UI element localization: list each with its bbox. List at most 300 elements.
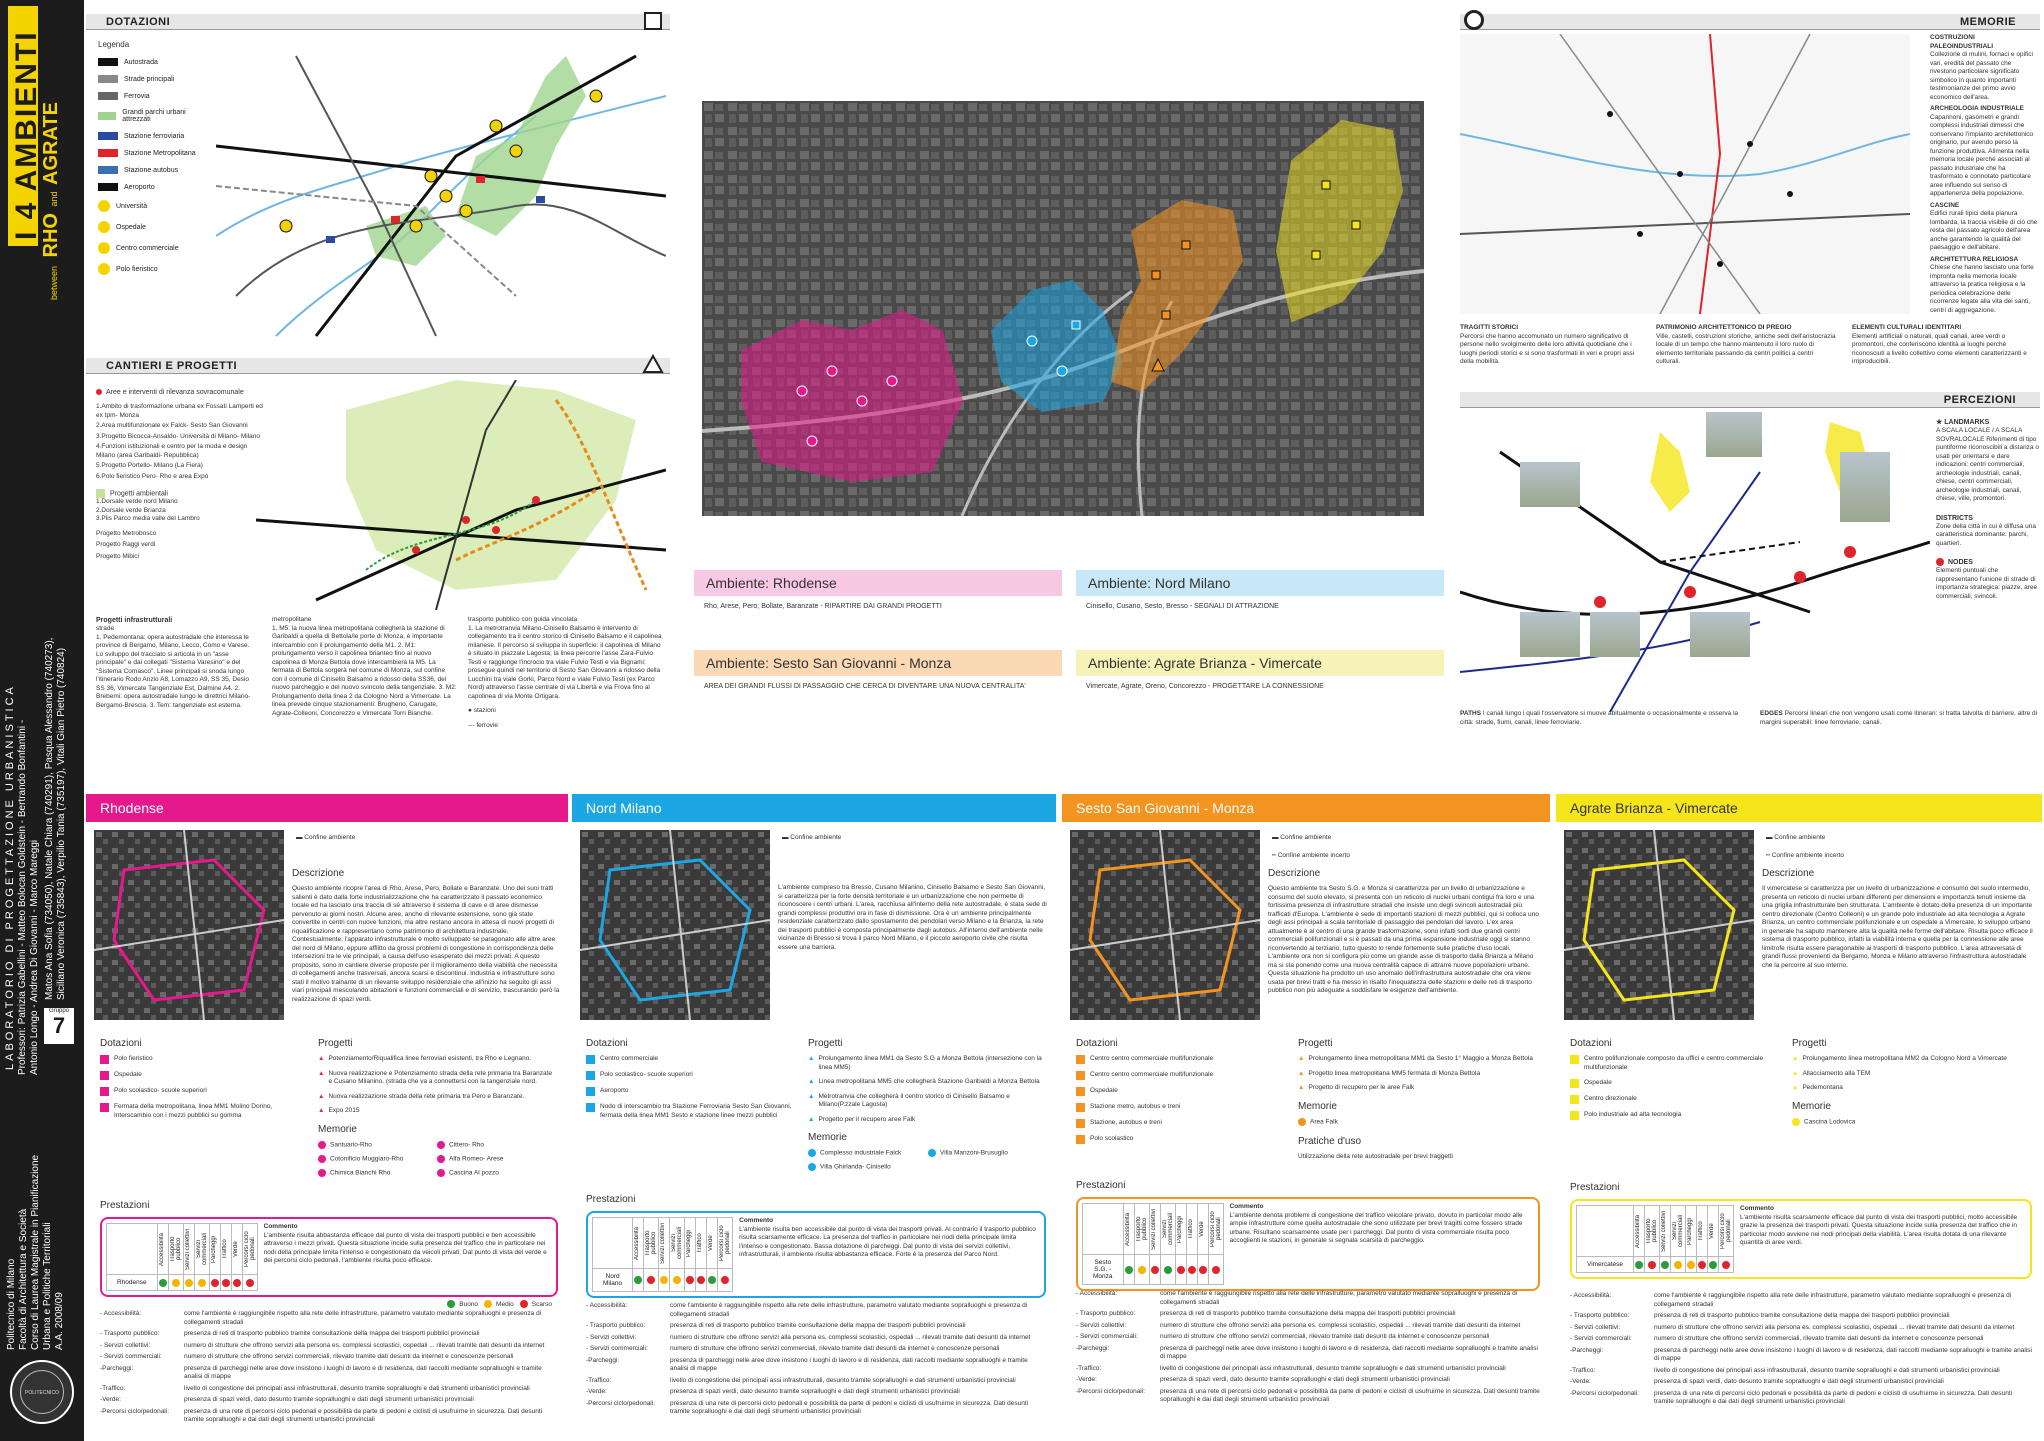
legend-ferrovie: --- ferrovie bbox=[468, 721, 498, 729]
progetto-icon: ▲ bbox=[1792, 1055, 1799, 1062]
panel-progetti-item bbox=[1298, 1084, 1542, 1093]
dotazione-label: Centro centro commerciale multifunzionale bbox=[1090, 1055, 1214, 1062]
dotazioni-section bbox=[86, 14, 670, 350]
legend-item bbox=[98, 263, 208, 275]
dotazioni-title: DOTAZIONI bbox=[86, 14, 670, 30]
progetto-icon: ▲ bbox=[808, 1055, 815, 1062]
memorie-item-title: ARCHITETTURA RELIGIOSA bbox=[1930, 255, 2019, 263]
memorie-bottom-title: PATRIMONIO ARCHITETTONICO DI PREGIO bbox=[1656, 324, 1792, 331]
ambiente-rhodense bbox=[694, 570, 1062, 617]
dotazione-label: Ospedale bbox=[1090, 1087, 1118, 1094]
panel-confine: ▬ Confine ambiente bbox=[1766, 834, 1826, 841]
panel-progetti-item bbox=[1792, 1055, 2034, 1064]
paths-edges bbox=[1460, 710, 2040, 727]
memoria-label: Chimica Bianchi Rho bbox=[330, 1169, 391, 1177]
metro-text: 1. M5: la nuova linea metropolitana collegherà la stazione di Garibaldi a quella di Bettola/le porte di Monza, è importante intercambio con il prolungamento della M1. 2. M1: prolungamento verso il capolinea brianteo fino al nuovo capolinea di Monza Bettola dove intercambierà la M5. La fermata di Bettola sorgerà nel comune di Monza, sul confine con il comune di Cinisello Balsamo a ridosso della SS36, del nuovo parcheggio e del nuovo svincolo della tangenziale. 3. M2: Prolungamento della linea 2 da Cologno Nord a Vimercate. La linea prevede cinque stazionamenti: Brugherio, Carugate, Agrate-Colleoni, Concorezzo e Vimercate Torri Bianche. bbox=[272, 624, 457, 717]
dotazione-label: Fermata della metropolitana, linea MM1 Molino Dorino, Interscambio con i mezzi pubblici su gomma bbox=[114, 1103, 273, 1119]
panel-3 bbox=[1556, 794, 2042, 1439]
note-row bbox=[100, 1342, 558, 1351]
legend-symbol bbox=[98, 263, 110, 275]
dotazioni-legend bbox=[98, 58, 208, 284]
students-2: Siciliano Veronica (735843), Verpilio Tania (735197), Vitali Gian Pietro (740824) bbox=[56, 647, 67, 1000]
legend-item bbox=[98, 109, 208, 123]
dotazione-label: Polo scolastico bbox=[1090, 1135, 1134, 1142]
panel-title: Rhodense bbox=[86, 794, 568, 822]
mobilita-list bbox=[96, 530, 266, 562]
note-value: livello di congestione dei principali assi infrastrutturali, desunto tramite sopralluoghi e dati strumenti urbanistici provinciali bbox=[184, 1384, 530, 1392]
rating-dot bbox=[1709, 1261, 1717, 1269]
note-value: numero di strutture che offrono servizi commerciali, rilevato tramite dati desunti da internet e conoscenze personali bbox=[1160, 1333, 1490, 1340]
prest-comment-head: Commento bbox=[1740, 1205, 1774, 1212]
legend-dot bbox=[484, 1300, 492, 1308]
memoria-label: Santuario-Rho bbox=[330, 1141, 372, 1149]
progetto-label: Prolungamento linea metropolitana MM2 da Cologno Nord a Vimercate bbox=[1802, 1055, 2007, 1062]
memorie-title: MEMORIE bbox=[1460, 14, 2040, 30]
panel-dotazioni-title: Dotazioni bbox=[586, 1038, 628, 1049]
rating-dot bbox=[1648, 1261, 1656, 1269]
legend-label: Stazione Metropolitana bbox=[124, 149, 196, 157]
legend-symbol bbox=[98, 75, 118, 83]
panel-title: Agrate Brianza - Vimercate bbox=[1556, 794, 2042, 822]
panel-memorie-item bbox=[808, 1149, 928, 1158]
memorie-item-title: CASCINE bbox=[1930, 201, 1960, 209]
progetto-label: Prolungamento linea metropolitana MM1 da Sesto 1° Maggio a Monza Bettola bbox=[1308, 1055, 1533, 1062]
note-key: - Servizi collettivi: bbox=[1570, 1323, 1621, 1331]
memoria-dot bbox=[318, 1141, 326, 1149]
aree-item: 2.Area multifunzionale ex Falck- Sesto San Giovanni bbox=[96, 422, 248, 429]
memoria-label: Cotonificio Muggiaro-Rho bbox=[330, 1155, 404, 1163]
panel-progetti bbox=[318, 1038, 556, 1183]
note-value: presenza di reti di trasporto pubblico tramite consultazione della mappa dei trasporti pubblici provinciali bbox=[1160, 1310, 1456, 1317]
rating-dot bbox=[222, 1279, 230, 1287]
dotazione-icon bbox=[1570, 1055, 1579, 1064]
note-value: presenza di spazi verdi, dato desunto tramite sopralluoghi e dati degli strumenti urbanistici provinciali bbox=[670, 1388, 960, 1395]
panel-pratiche-text: Utilizzazione della rete autostradale per brevi traggetti bbox=[1298, 1152, 1454, 1160]
uni-1: Politecnico di Milano bbox=[6, 1258, 17, 1350]
legend-label: Università bbox=[116, 202, 148, 210]
panel-map bbox=[1070, 830, 1260, 1020]
ambiente-nord-milano-title: Ambiente: Nord Milano bbox=[1076, 570, 1444, 596]
aree-item: 4.Funzioni istituzionali e centro per la moda e design Milano (area Garibaldi- Repubblica) bbox=[96, 443, 248, 459]
rating-dot bbox=[1125, 1266, 1133, 1274]
panel-desc-text: Il vimercatese si caratterizza per un livello di urbanizzazione e consumo del suolo intermedio, presenta un reticolo di nuclei urbani differenti per dimensioni e importanza tenuti insieme da una griglia infrastrutturale ben strutturata. L'ambiente è dotato della presenza di un importante centro direzionale (Centro Colleoni) e un grande polo industriale ad alta tecnologia a Agrate Brianza, un centro commerciale polifunzionale e un ospedale a Vimercate, lo sviluppo urbano in generale ha saputo mantenere alta la qualità nelle forme dell'abitare. Risulta poco efficace il sistema di trasporto pubblico, infatti la viabilità interna e quella per la connessione alle aree limitrofe risulta essere paragonabile ai trasporti di trasporto pubblico. L'area attraversata di grandi flussi provenienti da Bergamo, Monza e Milano attraverso l'infrastruttura autostradale che la percorre al suo interno. bbox=[1762, 885, 2033, 969]
panel-prestazioni bbox=[586, 1194, 1046, 1298]
legend-label: Autostrada bbox=[124, 58, 158, 66]
prestazioni-table bbox=[592, 1217, 733, 1292]
main-title: I 4 AMBIENTI bbox=[10, 30, 43, 240]
infra-sub: strade bbox=[96, 625, 115, 632]
prest-col-head: Servizi collettivi bbox=[1150, 1208, 1157, 1250]
prest-col-head: Trasporto pubblico bbox=[645, 1230, 658, 1256]
prest-col-head: Accessibilità bbox=[1635, 1214, 1642, 1248]
progetto-icon: ▲ bbox=[1792, 1069, 1799, 1077]
note-key: - Trasporto pubblico: bbox=[100, 1330, 160, 1337]
note-row bbox=[586, 1345, 1046, 1354]
note-key: -Traffico: bbox=[1076, 1364, 1102, 1372]
prest-comment-head: Commento bbox=[1229, 1203, 1264, 1210]
panel-memorie-item bbox=[318, 1155, 437, 1164]
memoria-dot bbox=[808, 1163, 816, 1171]
ambiente-sesto bbox=[694, 650, 1062, 697]
dotazione-icon bbox=[1076, 1135, 1085, 1144]
panel-progetti-item bbox=[1792, 1070, 2034, 1079]
note-value: presenza di spazi verdi, dato desunto tramite sopralluoghi e dati degli strumenti urbanistici provinciali bbox=[184, 1396, 474, 1403]
legend-label: Stazione ferroviaria bbox=[124, 132, 185, 140]
panel-desc bbox=[778, 884, 1048, 952]
prest-row-label: Sesto S.G. - Monza bbox=[1083, 1255, 1124, 1285]
progetto-label: Nuova realizzazione e Potenziamento strada della rete primaria tra Baranzate e Cusano Milanino. (strada che va a connettersi con la tangenziale nord. bbox=[328, 1069, 553, 1085]
note-row bbox=[586, 1357, 1046, 1374]
prest-col-head: Servizi collettivi bbox=[184, 1228, 191, 1270]
tram-text: 1. La metrotranvia Milano-Cinisello Balsamo è intervento di collegamento tra il centro storico di Cinisello Balsamo e il capolinea milanese. Il percorso si sviluppa in superficie: il capolinea di Milano è situato in piazzale Lagosta; la linea percorre l'asse Zara-Fulvio Testi e raggiunge l'incrocio tra viale Fulvio Testi e via Bignami; prosegue quindi nel territorio di Sesto San Giovanni a ridosso della Lucchini tra viale Gorki, Parco Nord e viale Fulvio Testi (ex Parco Nord) attraverso l'asse centrale di via Libertà e via Frova fino al capolinea di via Monte Ortigara. bbox=[468, 624, 662, 700]
panel-desc bbox=[1268, 868, 1542, 996]
legend-label: Ferrovia bbox=[124, 92, 150, 100]
note-value: numero di strutture che offrono servizi alla persona es. complessi scolastici, ospedali ... rilevati tramite dati desunti da internet bbox=[1654, 1323, 2015, 1331]
prest-comment bbox=[264, 1223, 552, 1291]
dotazione-label: Polo scolastico- scuole superiori bbox=[114, 1087, 207, 1094]
panel-dotazioni-item bbox=[1076, 1119, 1286, 1128]
legend-symbol bbox=[98, 149, 118, 157]
note-row bbox=[1570, 1292, 2032, 1309]
prest-col-head: Servizi commerciali bbox=[195, 1233, 208, 1266]
legend-item bbox=[98, 58, 208, 66]
circle-icon bbox=[1464, 10, 1484, 30]
legend-label: Strade principali bbox=[124, 75, 175, 83]
panel-dotazioni bbox=[586, 1038, 796, 1127]
ambiente-agrate-title: Ambiente: Agrate Brianza - Vimercate bbox=[1076, 650, 1444, 676]
panel-progetti-title: Progetti bbox=[1792, 1038, 1827, 1049]
prest-col-head: Percorsi ciclo pedonali bbox=[719, 1225, 732, 1261]
prest-col-head: Trasporto pubblico bbox=[1135, 1216, 1148, 1242]
memorie-item-text: Collezione di mulini, fornaci e opifici vari, eredità del passato che rivestono particolare significato simbolico in quanto importanti testimonianze del primo avvio economico dell'area. bbox=[1930, 51, 2033, 101]
note-key: - Accessibilità: bbox=[586, 1302, 628, 1309]
panel-notes bbox=[1570, 1292, 2032, 1410]
ambientali-title: Progetti ambientali bbox=[96, 489, 266, 498]
rating-dot bbox=[721, 1276, 729, 1284]
note-value: presenza di una rete di percorsi ciclo pedonali e possibilità da parte di pedoni e ciclisti di usufruirne in sicurezza. Dati desunti tramite sopralluoghi e dai dati degli strumenti urbanistici provinciali bbox=[1654, 1389, 2013, 1405]
prestazioni-box bbox=[100, 1217, 558, 1297]
note-value: livello di congestione dei principali assi infrastrutturali, desunto tramite sopralluoghi e dati strumenti urbanistici provinciali bbox=[1160, 1364, 1506, 1372]
panel-notes bbox=[1076, 1290, 1540, 1408]
prestazioni-box bbox=[1570, 1199, 2032, 1279]
note-key: - Servizi commerciali: bbox=[586, 1345, 648, 1352]
panel-dotazioni-item bbox=[586, 1103, 796, 1120]
note-value: livello di congestione dei principali assi infrastrutturali, desunto tramite sopralluoghi e dati strumenti urbanistici provinciali bbox=[1654, 1366, 2000, 1374]
rating-dot bbox=[1199, 1266, 1207, 1274]
rating-dot bbox=[211, 1279, 219, 1287]
legend-symbol bbox=[98, 92, 118, 100]
rating-dot bbox=[673, 1276, 681, 1284]
panel-dotazioni-item bbox=[100, 1087, 310, 1096]
dotazione-label: Centro direzionale bbox=[1584, 1095, 1637, 1102]
note-key: - Servizi commerciali: bbox=[100, 1353, 162, 1360]
prest-col-head: Traffico bbox=[697, 1233, 704, 1253]
dotazione-icon bbox=[1570, 1095, 1579, 1104]
dotazione-icon bbox=[1076, 1119, 1085, 1128]
panel-dotazioni-item bbox=[1076, 1135, 1286, 1144]
prestazioni-box bbox=[586, 1211, 1046, 1298]
panel-desc bbox=[292, 868, 560, 1004]
note-key: -Parcheggi: bbox=[586, 1356, 620, 1364]
panel-1 bbox=[572, 794, 1056, 1439]
prest-comment bbox=[1230, 1203, 1535, 1285]
note-row bbox=[1076, 1388, 1540, 1405]
prest-comment-text: L'ambiente risulta ben accessibile dal punto di vista dei trasporti privati. Al contrario il trasporto pubblico risulta scarsamente efficace. La presenza del traffico in particolare nei nodi della principale limita l'intenso e congestionato. Bassa dotazione di parcheggi. Dal punto di vista dei servizi collettivi, infrastrutturali, il ambiente risulta abbastanza efficace. Forte è la presenza del Parco Nord. bbox=[739, 1225, 1036, 1258]
panel-memorie-title: Memorie bbox=[1792, 1100, 1831, 1112]
rating-dot bbox=[708, 1276, 716, 1284]
prest-comment-text: L'ambiente denota problemi di congestione del traffico veicolare privato, dovuto in particolar modo alle ampie infrastrutture come quella autostradale che sono utilizzate per brevi tragitti come fossero strade urbane. Risultano scarsamente usate per i parcheggi. Dal punto di vista commerciale risulta poco accoglienti le stazioni, in generale si segnala scarsità di parcheggio. bbox=[1229, 1211, 1523, 1244]
rating-dot bbox=[1138, 1266, 1146, 1274]
rating-dot bbox=[1177, 1266, 1185, 1274]
panel-progetti-item bbox=[318, 1070, 556, 1087]
aree-list bbox=[96, 403, 266, 481]
panel-dotazioni-item bbox=[1076, 1087, 1286, 1096]
percezioni-title: PERCEZIONI bbox=[1460, 392, 2040, 408]
note-key: - Servizi collettivi: bbox=[586, 1333, 637, 1341]
panel-progetti-item bbox=[808, 1093, 1048, 1110]
ambientali-item: 1.Dorsale verde nord Milano bbox=[96, 498, 178, 506]
note-value: presenza di reti di trasporto pubblico tramite consultazione della mappa dei trasporti pubblici provinciali bbox=[184, 1330, 480, 1337]
legend-item bbox=[98, 132, 208, 140]
panel-notes bbox=[586, 1302, 1046, 1420]
progetto-icon: ▲ bbox=[318, 1069, 325, 1077]
panel-confine-2: ┅ Confine ambiente incerto bbox=[1272, 852, 1350, 859]
panel-dotazioni-item bbox=[1076, 1071, 1286, 1080]
ambientali-item: 2.Dorsale verde Brianza bbox=[96, 506, 166, 514]
memorie-bottom-item bbox=[1460, 324, 1640, 367]
dotazione-icon bbox=[1076, 1103, 1085, 1112]
river-line bbox=[216, 96, 666, 236]
group-badge: Gruppo 7 bbox=[44, 1008, 74, 1044]
lab-title: LABORATORIO DI PROGETTAZIONE URBANISTICA bbox=[4, 684, 16, 1070]
rating-dot bbox=[198, 1279, 206, 1287]
note-value: presenza di reti di trasporto pubblico tramite consultazione della mappa dei trasporti pubblici provinciali bbox=[670, 1322, 966, 1329]
rating-dot bbox=[660, 1276, 668, 1284]
prest-corner bbox=[1577, 1206, 1634, 1257]
memorie-bottom bbox=[1460, 324, 2040, 367]
note-row bbox=[100, 1408, 558, 1425]
panel-confine: ▬ Confine ambiente bbox=[296, 834, 356, 841]
legend-symbol bbox=[98, 58, 118, 66]
panel-map bbox=[580, 830, 770, 1020]
note-key: - Servizi collettivi: bbox=[100, 1341, 151, 1349]
landmarks-text: A SCALA LOCALE / A SCALA SOVRALOCALE Riferimenti di tipo puntiforme riconoscibili a distanza o usati per orientarsi e dare indicazioni: centri commerciali, archeologie industriali, canali, chiese, centri commerciali, archeologie industriali, canali, chiese, ville, promontori. bbox=[1936, 427, 2039, 502]
panel-memorie-title: Memorie bbox=[1298, 1100, 1337, 1112]
panel-memorie-list bbox=[318, 1141, 556, 1184]
dotazione-label: Centro polifunzionale composto da uffici e centro commerciale multifunzionale bbox=[1584, 1055, 1764, 1071]
photo-parco bbox=[1706, 412, 1762, 457]
aree-item: 6.Polo fieristico Pero- Rho e area Expò bbox=[96, 472, 209, 480]
rating-dot bbox=[1722, 1261, 1730, 1269]
uni-3: Corso di Laurea Magistrale in Pianificazione bbox=[30, 1154, 41, 1350]
professors-2: Antonio Longo - Andrea Di Giovanni - Marco Mareggi bbox=[29, 839, 40, 1075]
prest-col-head: Accessibilità bbox=[158, 1232, 165, 1266]
prest-col-head: Accessibilità bbox=[1124, 1212, 1131, 1246]
nodes-text: Elementi puntuali che rappresentano l'unione di strade di importanza strategica: piazze, aree commerciali, svincoli. bbox=[1936, 567, 2038, 600]
dotazione-label: Stazione metro, autobus e treni bbox=[1090, 1103, 1181, 1110]
panel-desc-text: L'ambiente compreso tra Bresso, Cusano Milanino, Cinisello Balsamo e Sesto San Giovanni, si caratterizza per la forte densità territoriale e un urbanizzazione che non permette di riconoscere i centri urbani. L'area, racchiusa all'interno della rete autostradale, è stata sede di grandi complessi produttivi ora in fase di dismissione. Ora è un ambiente principalmente residenziale caratterizzato dallo spostamento dei pendolari verso Milano e la Brianza, la rete dei trasporti pubblici è composta principalmente dagli autobus. All'interno dell'ambiente nelle vicinanze di Bresso si trova il parco Nord Milano, e il piccolo aeroporto civile che risulta essere una barriera. bbox=[778, 884, 1047, 951]
memorie-section bbox=[1460, 14, 2040, 394]
panel-desc-title: Descrizione bbox=[1268, 868, 1321, 879]
panel-dotazioni bbox=[1076, 1038, 1286, 1151]
note-value: presenza di parcheggi nelle aree dove insistono i luoghi di lavoro e di residenza, dati raccolti mediante sopralluoghi e tramite analisi di mappe bbox=[1160, 1344, 1538, 1360]
note-row bbox=[586, 1302, 1046, 1319]
memorie-item-text: Edifici rurali tipici della pianura lombarda, la traccia visibile di ciò che resta del passato agricolo dell'area anche garantendo la qualità del paesaggio e dell'abitare. bbox=[1930, 210, 2038, 251]
legend-symbol bbox=[98, 112, 116, 120]
photo-tower bbox=[1590, 612, 1640, 657]
legend-symbol bbox=[98, 242, 110, 254]
note-value: numero di strutture che offrono servizi commerciali, rilevato tramite dati desunti da internet e conoscenze personali bbox=[670, 1345, 1000, 1352]
legend-dot-label: Medio bbox=[496, 1300, 514, 1308]
panel-pratiche-title: Pratiche d'uso bbox=[1298, 1135, 1362, 1147]
progetto-label: Potenziamento/Riqualifica linee ferroviari esistenti, tra Rho e Legnano. bbox=[328, 1055, 532, 1062]
panel-progetti-item bbox=[808, 1116, 1048, 1125]
panel-memorie-item bbox=[1792, 1118, 1913, 1127]
prest-col-head: Percorsi ciclo pedonali bbox=[1209, 1211, 1222, 1247]
note-key: - Trasporto pubblico: bbox=[1076, 1310, 1136, 1317]
metro-block bbox=[272, 616, 457, 718]
panel-memorie-title: Memorie bbox=[318, 1123, 357, 1135]
ambientali-item: 3.Plis Parco media valle del Lambro bbox=[96, 515, 200, 523]
panel-dotazioni-title: Dotazioni bbox=[1076, 1038, 1118, 1049]
panel-desc-text: Questo ambiente ricopre l'area di Rho, Arese, Pero, Bollate e Baranzate. Uno dei suoi tratti salienti è dato dalla forte industrializzazione che ha caratterizzato il passato economico locale ed ha lasciato una traccia di sé attraverso il sistema di cave e di aree dismesse pervenuto ai giorni nostri. Alcune aree, anche di rilevante estensione, sono già state convertite in centri con nuove funzioni, ma altre restano ancora in attesa di nuovi progetti di riqualificazione e rappresentano come patrimonio di architettura industriale. Contestualmente, l'apparato infrastrutturale è molto sviluppato se paragonato alle altre aree del nord di Milano, eppure afflitto da grossi problemi di congestione in corrispondenza delle intersezioni tra le vie principali, a causa dell'uso esasperato dei mezzi privati. A questo proposito, sono in cantiere diverse proposte per il miglioramento della viabilità che necessita di collegamenti anche trasversali, ancora scarsi e discontinui. Industria e infrastrutture sono stati il motivo trainante di un rilevante sviluppo residenziale che all'inizio ha seguito gli assi viari principali mescolando abitazioni e funzioni commerciali e di servizio, trascurando però la realizzazione di spazi verdi. bbox=[292, 885, 560, 1003]
panel-progetti-item bbox=[1298, 1055, 1542, 1064]
prest-col-head: Verde bbox=[1198, 1221, 1205, 1237]
note-key: - Accessibilità: bbox=[100, 1310, 142, 1317]
panel-map bbox=[94, 830, 284, 1020]
note-row bbox=[100, 1310, 558, 1327]
ambiente-sesto-desc: AREA DEI GRANDI FLUSSI DI PASSAGGIO CHE CERCA DI DIVENTARE UNA NUOVA CENTRALITA' bbox=[704, 683, 1026, 690]
aree-item: 5.Progetto Portello- Milano (La Fiera) bbox=[96, 462, 203, 469]
ambiente-rhodense-desc: Rho, Arese, Pero; Bollate, Baranzate - RIPARTIRE DAI GRANDI PROGETTI bbox=[704, 603, 942, 610]
note-value: come l'ambiente è raggiungibile rispetto alla rete delle infrastrutture, parametro valutato mediante sopralluoghi e presenza di collegamenti stradali bbox=[1160, 1290, 1518, 1306]
panel-memorie-item bbox=[1298, 1118, 1420, 1127]
note-row bbox=[1570, 1390, 2032, 1407]
panel-dotazioni-item bbox=[1570, 1055, 1780, 1072]
prest-col-head: Servizi commerciali bbox=[1672, 1215, 1685, 1248]
prest-col-head: Servizi commerciali bbox=[1161, 1213, 1174, 1246]
districts-title: DISTRICTS bbox=[1936, 514, 1973, 522]
progetto-label: Pedemontana bbox=[1802, 1084, 1843, 1091]
photo-field bbox=[1520, 612, 1580, 657]
note-key: - Accessibilità: bbox=[1570, 1292, 1612, 1299]
photo-gasometri bbox=[1690, 612, 1750, 657]
panel-dotazioni-item bbox=[1570, 1079, 1780, 1088]
dotazione-label: Polo scolastico- scuole superiori bbox=[600, 1071, 693, 1078]
dotazione-label: Centro centro commerciale multifunzionale bbox=[1090, 1071, 1214, 1078]
dotazione-icon bbox=[100, 1103, 109, 1112]
legend-item bbox=[98, 200, 208, 212]
panel-progetti bbox=[808, 1038, 1048, 1177]
memorie-bottom-text: Elementi artificiali o naturali, quali canali, aree verdi o promontori, che conferiscono identità ai luoghi perché riconosciuti a livello collettivo come elementi caratterizzanti e irriproducibili. bbox=[1852, 332, 2027, 365]
cantieri-map bbox=[256, 380, 666, 610]
prest-comment-head: Commento bbox=[263, 1223, 298, 1230]
legend-dot-label: Buono bbox=[459, 1300, 479, 1308]
panel-prestazioni bbox=[100, 1200, 558, 1309]
panel-memorie-item bbox=[318, 1141, 437, 1150]
rating-dot bbox=[1698, 1261, 1706, 1269]
panel-memorie-item bbox=[437, 1155, 556, 1164]
aree-item: 1.Ambito di trasformazione urbana ex Fossati Lamperti ed ex tpm- Monza bbox=[96, 403, 263, 419]
main-map bbox=[702, 101, 1424, 516]
panel-dotazioni-item bbox=[586, 1071, 796, 1080]
progetto-label: Progetto di recupero per le aree Falk bbox=[1308, 1084, 1415, 1091]
memoria-label: Villa Manzoni-Brusuglio bbox=[940, 1149, 1008, 1157]
note-key: -Parcheggi: bbox=[1570, 1346, 1604, 1354]
note-value: numero di strutture che offrono servizi commerciali, rilevato tramite dati desunti da internet e conoscenze personali bbox=[184, 1353, 514, 1360]
panel-progetti bbox=[1298, 1038, 1542, 1161]
percezioni-legend bbox=[1936, 418, 2040, 601]
note-value: numero di strutture che offrono servizi alla persona es. complessi scolastici, ospedali ... rilevati tramite dati desunti da internet bbox=[184, 1341, 545, 1349]
memoria-dot bbox=[437, 1155, 445, 1163]
note-row bbox=[1570, 1312, 2032, 1321]
districts-text: Zone della città in cui è diffusa una caratteristica dominante: parchi, quartieri. bbox=[1936, 522, 2036, 547]
note-value: presenza di reti di trasporto pubblico tramite consultazione della mappa dei trasporti pubblici provinciali bbox=[1654, 1312, 1950, 1319]
prest-col-head: Parcheggi bbox=[686, 1229, 693, 1257]
legend-item bbox=[98, 75, 208, 83]
prest-legend bbox=[100, 1300, 558, 1309]
rating-dot bbox=[159, 1279, 167, 1287]
legend-label: Stazione autobus bbox=[124, 166, 179, 174]
panel-map bbox=[1564, 830, 1754, 1020]
panel-memorie-item bbox=[437, 1141, 556, 1150]
professors: Professori: Patrizia Gabellini - Matteo Bolocan Goldstein - Bertrando Bonfantini - bbox=[17, 719, 28, 1075]
panel-dotazioni-title: Dotazioni bbox=[100, 1038, 142, 1049]
legend-label: Centro commerciale bbox=[116, 244, 179, 252]
panel-desc-title: Descrizione bbox=[292, 868, 345, 879]
prest-col-head: Percorsi ciclo pedonali bbox=[1720, 1213, 1733, 1249]
panel-memorie-item bbox=[808, 1163, 928, 1172]
uni-2: Facoltà di Architettura e Società bbox=[18, 1208, 29, 1350]
rating-dot bbox=[1661, 1261, 1669, 1269]
rating-dot bbox=[172, 1279, 180, 1287]
legend-dot bbox=[447, 1300, 455, 1308]
legend-item bbox=[98, 166, 208, 174]
panel-memorie-item bbox=[437, 1169, 556, 1178]
memoria-label: Cittero- Rho bbox=[449, 1141, 485, 1149]
legend-title: Legenda bbox=[98, 40, 130, 49]
panel-progetti-item bbox=[318, 1093, 556, 1102]
panel-dotazioni-item bbox=[1570, 1095, 1780, 1104]
note-row bbox=[1076, 1322, 1540, 1331]
dotazione-icon bbox=[100, 1055, 109, 1064]
panel-progetti bbox=[1792, 1038, 2034, 1132]
rating-dot bbox=[233, 1279, 241, 1287]
panel-progetti-item bbox=[808, 1078, 1048, 1087]
dotazione-icon bbox=[1076, 1087, 1085, 1096]
rating-dot bbox=[697, 1276, 705, 1284]
progetto-icon: ▲ bbox=[808, 1078, 815, 1085]
panel-dotazioni-item bbox=[586, 1055, 796, 1064]
panel-prestazioni-title: Prestazioni bbox=[586, 1194, 636, 1205]
note-value: presenza di una rete di percorsi ciclo pedonali e possibilità da parte di pedoni e ciclisti di usufruirne in sicurezza. Dati desunti tramite sopralluoghi e dai dati degli strumenti urbanistici provinciali bbox=[670, 1399, 1029, 1415]
panel-progetti-item bbox=[318, 1107, 556, 1116]
note-row bbox=[1570, 1347, 2032, 1364]
note-key: -Percorsi ciclo/pedonali: bbox=[586, 1399, 656, 1407]
panel-confine: ▬ Confine ambiente bbox=[782, 834, 842, 841]
memoria-dot bbox=[437, 1169, 445, 1177]
dotazione-icon bbox=[100, 1071, 109, 1080]
prest-col-head: Traffico bbox=[1698, 1221, 1705, 1241]
prest-col-head: Servizi collettivi bbox=[1661, 1210, 1668, 1252]
prest-col-head: Parcheggi bbox=[1176, 1215, 1183, 1243]
note-row bbox=[1570, 1335, 2032, 1344]
ambiente-rhodense-title: Ambiente: Rhodense bbox=[694, 570, 1062, 596]
prest-col-head: Servizi commerciali bbox=[671, 1227, 684, 1260]
prest-col-head: Verde bbox=[232, 1241, 239, 1257]
note-row bbox=[1076, 1333, 1540, 1342]
panel-dotazioni-item bbox=[100, 1055, 310, 1064]
